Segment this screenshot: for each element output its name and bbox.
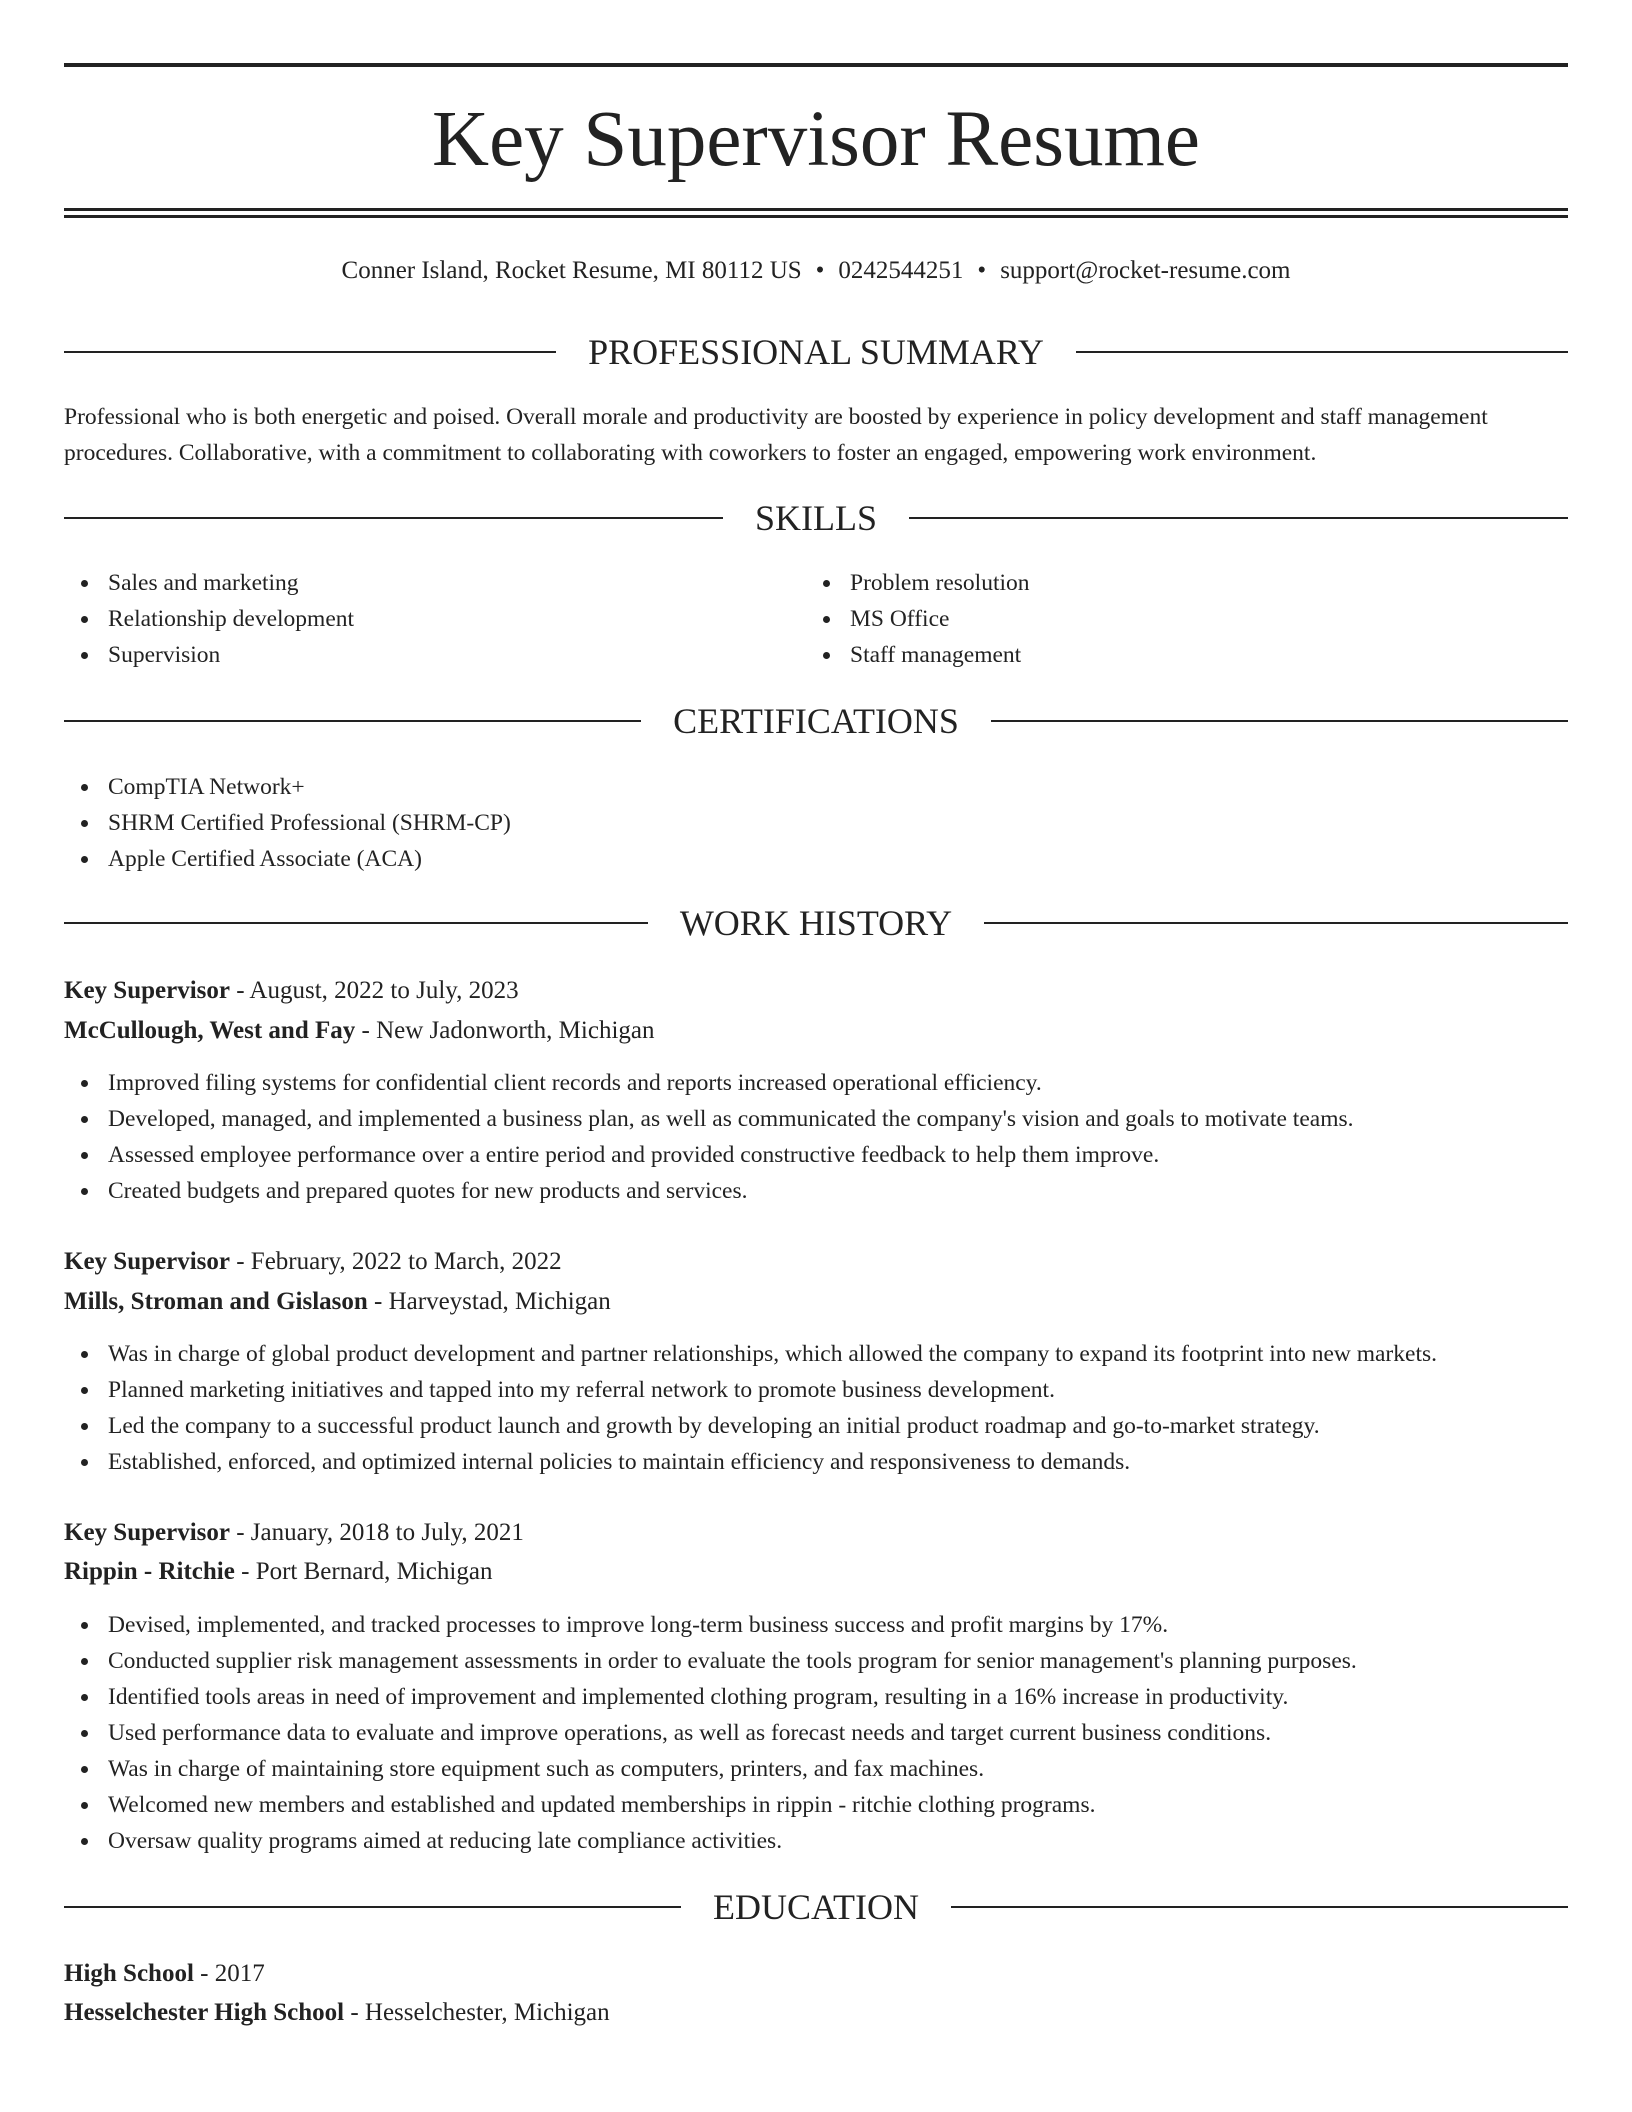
top-rule bbox=[64, 63, 1568, 67]
job-company: Rippin - Ritchie bbox=[64, 1558, 235, 1585]
job-title: Key Supervisor bbox=[64, 1248, 230, 1275]
job-bullet: Conducted supplier risk management assessments in order to evaluate the tools program for senior management's planning purposes. bbox=[64, 1643, 1357, 1679]
job-bullet: Welcomed new members and established and updated memberships in rippin - ritchie clothing programs. bbox=[64, 1787, 1357, 1823]
job-title-line bbox=[64, 973, 1568, 1009]
job-company: McCullough, West and Fay bbox=[64, 1017, 356, 1044]
certifications-section-heading bbox=[64, 701, 1568, 741]
education-heading: EDUCATION bbox=[713, 1887, 919, 1927]
dash: - bbox=[367, 1288, 389, 1315]
contact-separator: • bbox=[815, 257, 825, 284]
dash: - bbox=[229, 977, 250, 1004]
job-bullet: Led the company to a successful product launch and growth by developing an initial product roadmap and go-to-market strategy. bbox=[64, 1408, 1437, 1444]
title-double-rule bbox=[64, 208, 1568, 218]
education-section-heading bbox=[64, 1887, 1568, 1927]
skills-list-left bbox=[64, 565, 354, 673]
job-bullet: Identified tools areas in need of improvement and implemented clothing program, resulting in a 16% increase in productivity. bbox=[64, 1679, 1357, 1715]
job-bullet: Was in charge of global product development and partner relationships, which allowed the company to expand its footprint into new markets. bbox=[64, 1336, 1437, 1372]
education-year: 2017 bbox=[214, 1960, 265, 1987]
skills-section-heading bbox=[64, 498, 1568, 538]
certification-item: Apple Certified Associate (ACA) bbox=[64, 841, 511, 877]
education-location: Hesselchester, Michigan bbox=[364, 1999, 610, 2026]
dash: - bbox=[193, 1960, 215, 1987]
certifications-list bbox=[64, 769, 511, 877]
job-location: Port Bernard, Michigan bbox=[255, 1558, 493, 1585]
divider bbox=[909, 517, 1568, 519]
skill-item: Staff management bbox=[806, 637, 1030, 673]
job-bullet: Planned marketing initiatives and tapped into my referral network to promote business development. bbox=[64, 1372, 1437, 1408]
dash: - bbox=[344, 1999, 365, 2026]
job-title: Key Supervisor bbox=[64, 977, 230, 1004]
skill-item: Sales and marketing bbox=[64, 565, 354, 601]
education-school-line bbox=[64, 1995, 1568, 2031]
certifications-heading: CERTIFICATIONS bbox=[673, 701, 959, 741]
job-title: Key Supervisor bbox=[64, 1519, 230, 1546]
job-company: Mills, Stroman and Gislason bbox=[64, 1288, 368, 1315]
job-location: Harveystad, Michigan bbox=[388, 1288, 611, 1315]
dash: - bbox=[229, 1248, 251, 1275]
dash: - bbox=[355, 1017, 377, 1044]
job-bullet: Established, enforced, and optimized internal policies to maintain efficiency and responsiveness to demands. bbox=[64, 1444, 1437, 1480]
skill-item: Problem resolution bbox=[806, 565, 1030, 601]
skill-item: Relationship development bbox=[64, 601, 354, 637]
skill-item: Supervision bbox=[64, 637, 354, 673]
divider bbox=[984, 922, 1568, 924]
job-bullet: Devised, implemented, and tracked processes to improve long-term business success and profit margins by 17%. bbox=[64, 1607, 1357, 1643]
job-title-line bbox=[64, 1244, 1568, 1280]
job-dates: August, 2022 to July, 2023 bbox=[249, 977, 519, 1004]
divider bbox=[64, 922, 648, 924]
contact-email: support@rocket-resume.com bbox=[1000, 257, 1291, 284]
summary-text: Professional who is both energetic and poised. Overall morale and productivity are boosted by experience in policy development and staff management procedures. Collaborative, with a commitment to collaborating with coworkers to foster an engaged, empowering work environment. bbox=[64, 404, 1488, 466]
summary-heading: PROFESSIONAL SUMMARY bbox=[588, 332, 1044, 372]
skills-list-right bbox=[806, 565, 1030, 673]
contact-separator: • bbox=[977, 257, 987, 284]
divider bbox=[991, 720, 1568, 722]
divider bbox=[64, 720, 641, 722]
summary-section-heading bbox=[64, 332, 1568, 372]
job-location: New Jadonworth, Michigan bbox=[376, 1017, 655, 1044]
divider bbox=[951, 1906, 1568, 1908]
job-dates: January, 2018 to July, 2021 bbox=[250, 1519, 524, 1546]
job-bullet: Assessed employee performance over a entire period and provided constructive feedback to help them improve. bbox=[64, 1137, 1354, 1173]
job-bullets bbox=[64, 1065, 1354, 1209]
job-company-line bbox=[64, 1554, 1568, 1590]
contact-address: Conner Island, Rocket Resume, MI 80112 US bbox=[341, 257, 802, 284]
work-history-section-heading bbox=[64, 903, 1568, 943]
job-bullet: Created budgets and prepared quotes for new products and services. bbox=[64, 1173, 1354, 1209]
divider bbox=[64, 1906, 681, 1908]
education-degree: High School bbox=[64, 1960, 194, 1987]
job-dates: February, 2022 to March, 2022 bbox=[250, 1248, 562, 1275]
skills-heading: SKILLS bbox=[755, 498, 878, 538]
certification-item: CompTIA Network+ bbox=[64, 769, 511, 805]
education-school: Hesselchester High School bbox=[64, 1999, 345, 2026]
divider bbox=[64, 351, 556, 353]
job-bullet: Used performance data to evaluate and improve operations, as well as forecast needs and target current business conditions. bbox=[64, 1715, 1357, 1751]
job-bullets bbox=[64, 1336, 1437, 1480]
education-degree-line bbox=[64, 1956, 1568, 1992]
dash: - bbox=[234, 1558, 256, 1585]
job-bullet: Improved filing systems for confidential client records and reports increased operational efficiency. bbox=[64, 1065, 1354, 1101]
dash: - bbox=[229, 1519, 251, 1546]
job-bullet: Was in charge of maintaining store equipment such as computers, printers, and fax machines. bbox=[64, 1751, 1357, 1787]
work-history-heading: WORK HISTORY bbox=[679, 903, 953, 943]
skill-item: MS Office bbox=[806, 601, 1030, 637]
job-bullets bbox=[64, 1607, 1357, 1859]
job-title-line bbox=[64, 1515, 1568, 1551]
job-bullet: Developed, managed, and implemented a business plan, as well as communicated the company's vision and goals to motivate teams. bbox=[64, 1101, 1354, 1137]
job-bullet: Oversaw quality programs aimed at reducing late compliance activities. bbox=[64, 1823, 1357, 1859]
resume-title: Key Supervisor Resume bbox=[432, 96, 1200, 183]
certification-item: SHRM Certified Professional (SHRM-CP) bbox=[64, 805, 511, 841]
contact-line bbox=[64, 254, 1568, 288]
divider bbox=[64, 517, 723, 519]
job-company-line bbox=[64, 1013, 1568, 1049]
divider bbox=[1076, 351, 1568, 353]
job-company-line bbox=[64, 1284, 1568, 1320]
contact-phone: 0242544251 bbox=[838, 257, 964, 284]
